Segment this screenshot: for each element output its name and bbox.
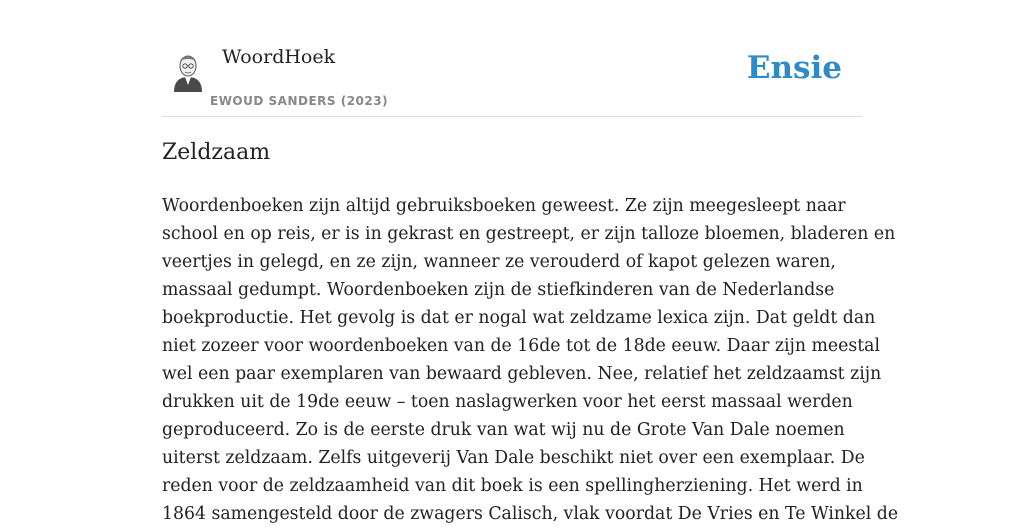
body-line: reden voor de zeldzaamheid van dit boek is een spellingherziening. Het werd in — [162, 476, 863, 496]
body-line: wel een paar exemplaren van bewaard gebleven. Nee, relatief het zeldzaamst zijn — [162, 364, 882, 384]
article-body — [162, 192, 899, 528]
body-line: veertjes in gelegd, en ze zijn, wanneer ze verouderd of kapot gelezen waren, — [162, 252, 836, 272]
body-line: drukken uit de 19de eeuw – toen naslagwerken voor het eerst massaal werden — [162, 392, 853, 412]
body-line: massaal gedumpt. Woordenboeken zijn de stiefkinderen van de Nederlandse — [162, 280, 835, 300]
body-line: niet zozeer voor woordenboeken van de 16de tot de 18de eeuw. Daar zijn meestal — [162, 336, 880, 356]
body-line: Woordenboeken zijn altijd gebruiksboeken geweest. Ze zijn meegesleept naar — [162, 196, 846, 216]
author-byline: EWOUD SANDERS (2023) — [210, 94, 389, 108]
body-line: 1864 samengesteld door de zwagers Calisch, vlak voordat De Vries en Te Winkel de — [162, 504, 899, 524]
brand-logo[interactable]: Ensie — [746, 50, 842, 86]
author-portrait-icon[interactable] — [170, 48, 206, 92]
body-line: uiterst zeldzaam. Zelfs uitgeverij Van Dale beschikt niet over een exemplaar. De — [162, 448, 865, 468]
site-name[interactable]: WoordHoek — [222, 46, 336, 68]
body-line: boekproductie. Het gevolg is dat er nogal wat zeldzame lexica zijn. Dat geldt dan — [162, 308, 876, 328]
body-line: geproduceerd. Zo is de eerste druk van wat wij nu de Grote Van Dale noemen — [162, 420, 845, 440]
article-title: Zeldzaam — [162, 140, 271, 165]
body-line: school en op reis, er is in gekrast en gestreept, er zijn talloze bloemen, bladeren en — [162, 224, 896, 244]
site-header — [162, 0, 862, 117]
